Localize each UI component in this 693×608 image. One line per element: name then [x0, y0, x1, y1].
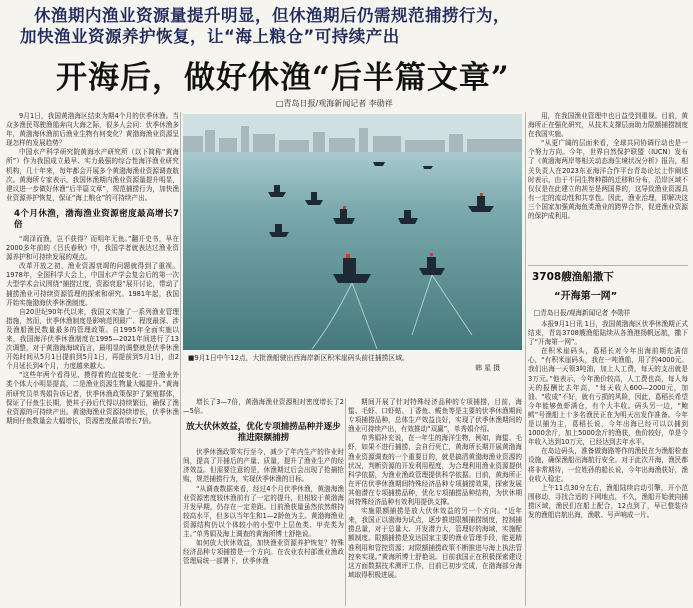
column-rule	[525, 112, 526, 606]
paragraph: “这些年两个看得见、摸得着的直接变化：一是渔业外类个体大小明显提高，二是渔业资源生物量大幅提升。”黄海所研究员单秀娟告诉记者，伏季休渔政策保护了繁殖群体，保证了仔鱼生长期，使其子孙后代得以持续繁衍，确保了渔业资源的可持续产出。黄渤海渔业资源持续增长，伏季休渔期间仔鱼数量会大幅增长，资源密度最高增长7倍。	[6, 371, 179, 425]
paragraph: 实施限额捕捞是放大伏休效益的另一个方向。“近年来，我国正以渤海为试点，逐步推进限额捕捞制度，控制捕捞总量，对于总量大、开发潜力大，管理好的海域，实施配额制度。限额捕捞是发达国家主要的渔业管理手段，能更精准利用和管控资源；对限额捕捞政策不断推进与海上执法管控来实现。”黄海所博士舒艳说。目前我国正在积极探索建设这方面数据技术测评工作，目前已初步完成，在渤海部分海域取得积极进展。	[348, 507, 522, 579]
news-photo-fishing-boats	[183, 114, 522, 350]
paragraph: “竭泽而渔，岂不获得？而明年无鱼。”翻开史书，早在2000多年前的《吕氏春秋》中，我国学者就表达过渔业资源养护和可持续发展的观点。	[6, 234, 179, 262]
sidebar-byline-text: □青岛日报/观海新闻记者 李勋祥	[534, 309, 631, 317]
sidebar-story-title-1: 3708艘渔船撒下	[532, 271, 614, 283]
article-column-2	[183, 398, 344, 606]
column-rule	[345, 398, 346, 606]
column-rule	[180, 112, 181, 606]
paragraph: 9月1日，我国黄渤海区结束为期4个月的伏季休渔。当众多渔民驾驶渔船奔向大海之际，很多人会问：伏季休渔多年，黄渤海休渔前后渔业生物有何变化？黄渤海渔业资源呈现怎样的发展趋势？	[6, 112, 179, 148]
paragraph: 中国水产科学研究院黄海水产研究所（以下简称“黄海所”）作为我国成立最早、实力最强的综合性海洋渔业研究机构，几十年来，每年都会开展多个黄渤海渔业资源调查航次。黄海所专家表示，我国休渔期内渔业资源量提升明显，建议进一步做好休渔“后半篇文章”，规范捕捞行为，加快渔业资源养护恢复，保证“海上粮仓”的可持续产出。	[6, 148, 179, 202]
paragraph: 如何放大伏休效益，加快渔业资源养护恢复？特殊经济品种专项捕捞是一个方向。在农业农村部渔业渔政管理局统一部署下，伏季休渔	[183, 539, 344, 566]
paragraph: 用，在我国渔业管理中也日益受到重视。目前，黄海所正在强化研究，从技术支撑层面助力限额捕捞制度在我国实施。	[528, 112, 688, 139]
article-column-4	[528, 112, 688, 266]
article-column-3	[348, 398, 522, 606]
paragraph: 在岛边码头，准备做海路等作的渔民在为渔船检查设施，确保渔船出海航行安全。对于此次开海，渔民都将非常期待，一位姓孙的船长说，今年出海渔获好，渔业收入稳定。	[528, 447, 688, 483]
paragraph: “从调查数据来看，经过4个月伏季休渔，黄渤海渔业资源密度较休渔前有了一定的提升，但相较于黄渤海开发早期，仍存在一定差距。目前渔获量虽然依然维持较高水平，但多以当年生和1—2龄鱼为主。黄渤海渔业资源结构仍以个体较小的小型中上层鱼类、甲壳类为主。”单秀娟及海上调查的黄海所博士舒艳说。	[183, 484, 344, 539]
article-column-5	[528, 320, 688, 606]
article-column-1	[6, 112, 179, 606]
main-headline: 开海后，做好休渔“后半篇文章”	[56, 60, 510, 96]
caption-text: ■9月1日中午12点，大批渔船驶出西海岸新区积米崖码头前往捕捞区域。	[188, 354, 409, 362]
paragraph: 自20世纪90年代以来，我国又实施了一系列渔业管理措施，然而，伏季休渔制度是影响范围最广、程度最深、涉及渔船渔民数量最多的管理政策。自1995年全面实施以来，我国海洋伏季休渔制度在1995—2021年间进行了13次调整，对于黄渤海海域而言，最明显的调整就是伏季休渔开始时间从5月1日提前到5月1日，再提前到5月1日，由2个月延长到4个月，力度越来越大。	[6, 307, 179, 371]
kicker-line-1: 休渔期内渔业资源量提升明显，但休渔期后仍需规范捕捞行为，	[34, 6, 510, 25]
byline: □青岛日报/观海新闻记者 李勋祥	[276, 99, 393, 108]
paragraph: 期间开展了针对特殊经济品种的专项捕捞，目前，海蜇、毛虾、口虾蛄、丁香鱼、鲅鱼等是主要的伏季休渔期间专项捕捞品种，总体生产效益良好，实现了伏季休渔期间的渔业可持续产出，有效推动“双赢”，单秀娟介绍。	[348, 398, 522, 434]
paragraph: 在积米崖码头，葛稻长对今年出海前期充满信心，“有积米崖码头，我在一吨渔船，用了约4000元。我们出海一天领3吨油，加上人工费，每天的支出就是3万元。”他表示，今年渔价较高，人工费也高，每人每天的报酬比去年高，“每天收入600—2000元，加油、“收成”不好，就有亏损的风险，因此，葛稻长希望今年能够鱼虾满仓，有个大丰收。码头另一边，“鲍鳕”号渔船上十多名渔民正在为明天出发作准备。今年是以捕为主，葛稻长说，今年出海已经可以以捕到1000余斤，加上5000余斤的渔获，鱼价较好，单是今年收入达到10万元，已经达到去年水平。	[528, 347, 688, 447]
subheading: 4个月休渔，渤海渔业资源密度最高增长7倍	[14, 208, 179, 230]
paragraph: 伏季休渔政策实行至今，减少了年内生产的作业时间，提高了开捕后的产量、质量，提升了渔业生产的经济效益。但需要注意的是，休渔期过后会出现了抢捕抢购，规范捕捞行为，实现伏季休渔的目标。	[183, 448, 344, 484]
paragraph: 上午11点30分左右，渔船陆续启动引擎，开小范围移动，寻找合适的下网地点，不久，渔船开始驶向捕捞区域，渔民们在船上配合，12点到了，早已整装待发的渔船启航出海，渔歌、号声响成一片。	[528, 483, 688, 519]
harbor-illustration	[183, 114, 522, 350]
paragraph: “从更广阔的层面来看，全球共同协调行动也是一个努力方向。今年，世界自然保护联盟（IUCN）发布了《黄渤海两岸等相关动态海生境状况分析》报告，相关负责人在2023东亚海洋合作平台青岛论坛上作阐述时表示，由于不同生物种群的迁移和分布，沿岸区域不仅仅是在此建立的甚至是两国界的，这导致渔业资源具有一定的流动性和共享性。因此，渔业治理，即解决这三个国家加强黄海鱼类渔业的跨界合作，促进渔业资源的保护成利用。	[528, 139, 688, 221]
paragraph: 单秀娟补充说，在一年生的海洋生物，例如，海蜇、毛虾，如果不进行捕捞，会自行死亡，黄海所长期开展黄渤海渔业资源调查的一个重要目的，就是搞清黄渤海渔业资源的状况，判断资源的开发利用程度，为合理利用渔业资源提供科学依据，为渔业渔政管理提供科学依据。目前，黄海所正在评估伏季休渔期间特殊经济品种专项捕捞效果，探索发展其他潜在专项捕捞品种，优化专项捕捞品种结构，为伏休期间特殊经济品种有效利用提供支撑。	[348, 434, 522, 507]
photo-caption	[188, 353, 518, 372]
sidebar-byline	[528, 309, 688, 319]
kicker-headline	[20, 5, 664, 47]
sidebar-story-title-2: “开海第一网”	[554, 291, 618, 302]
paragraph: 增长了3—7倍，黄渤海渔业资源相对密度增长了2—5倍。	[183, 398, 344, 416]
paragraph: 改革开放之初，渔业资源衰竭的问题就得到了重视。1978年，全国科学大会上，中国水产学会复会后的第一次大型学术会议围绕“捕捞过度，资源衰退”展开讨论，带动了捕捞渔业可持续资源管理的探索和研究。1981年起，我国开始实施渤海伏季休渔制度。	[6, 262, 179, 307]
kicker-line-2: 加快渔业资源养护恢复，让“海上粮仓”可持续产出	[20, 27, 400, 46]
subheading: 放大伏休效益，优化专项捕捞品种并逐步推进限额捕捞	[186, 422, 341, 444]
photo-credit: 韩 星 摄	[475, 364, 500, 372]
paragraph: 本报9月1日讯 1日，我国黄渤海区伏季休渔期正式结束，青岛3708艘渔船陆续从各渔港扬帆远航，撒下了“开海第一网”。	[528, 320, 688, 347]
